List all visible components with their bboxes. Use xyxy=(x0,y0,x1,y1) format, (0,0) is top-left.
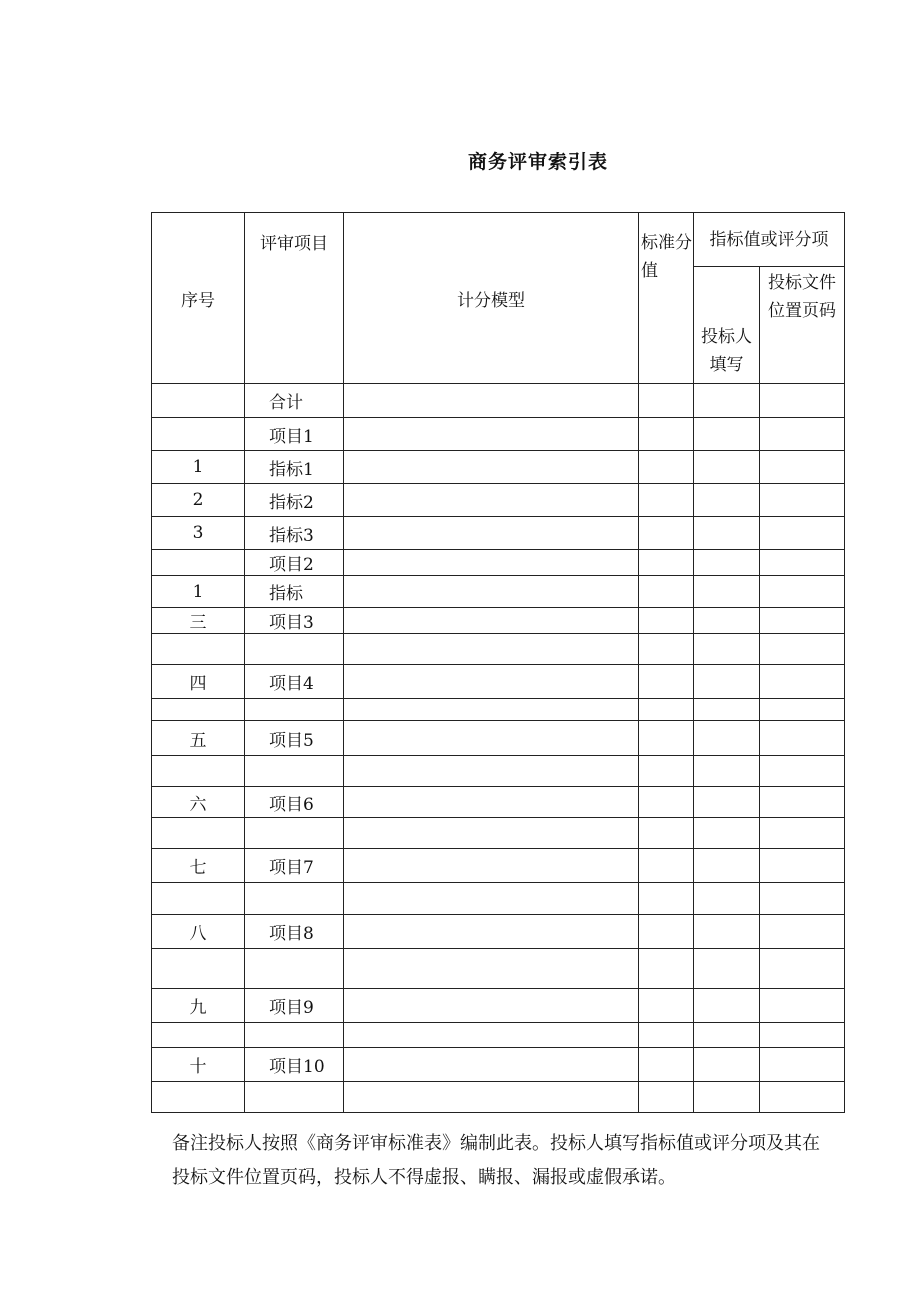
row-page-ref xyxy=(760,484,845,517)
row-page-ref xyxy=(760,721,845,756)
row-page-ref xyxy=(760,634,845,665)
row-bidder xyxy=(694,883,760,915)
row-page-ref xyxy=(760,550,845,576)
row-page-ref xyxy=(760,989,845,1023)
row-seq: 3 xyxy=(152,517,245,550)
page-title: 商务评审索引表 xyxy=(467,151,608,173)
table-row xyxy=(152,384,845,418)
row-standard xyxy=(639,576,694,608)
row-bidder xyxy=(694,699,760,721)
table-row xyxy=(152,451,845,484)
table-row xyxy=(152,883,845,915)
row-standard xyxy=(639,756,694,787)
header-model: 计分模型 xyxy=(344,213,639,384)
table-row xyxy=(152,849,845,883)
header-bidder: 投标人填写 xyxy=(694,267,760,384)
row-bidder xyxy=(694,451,760,484)
row-bidder xyxy=(694,756,760,787)
row-item xyxy=(245,1082,344,1113)
row-seq: 五 xyxy=(152,721,245,756)
row-item: 指标2 xyxy=(245,484,344,517)
row-standard xyxy=(639,634,694,665)
row-item: 项目6 xyxy=(245,787,344,818)
table-row xyxy=(152,699,845,721)
row-model xyxy=(344,1082,639,1113)
table-body xyxy=(152,384,845,1113)
row-standard xyxy=(639,721,694,756)
table-row xyxy=(152,550,845,576)
table-row xyxy=(152,756,845,787)
row-page-ref xyxy=(760,849,845,883)
row-page-ref xyxy=(760,1048,845,1082)
row-seq xyxy=(152,756,245,787)
row-model xyxy=(344,1048,639,1082)
row-bidder xyxy=(694,634,760,665)
row-seq xyxy=(152,1082,245,1113)
row-seq xyxy=(152,1023,245,1048)
row-page-ref xyxy=(760,1082,845,1113)
row-model xyxy=(344,634,639,665)
row-bidder xyxy=(694,550,760,576)
row-bidder xyxy=(694,989,760,1023)
row-standard xyxy=(639,484,694,517)
row-item xyxy=(245,756,344,787)
row-page-ref xyxy=(760,608,845,634)
row-standard xyxy=(639,1048,694,1082)
row-seq xyxy=(152,384,245,418)
row-page-ref xyxy=(760,418,845,451)
row-page-ref xyxy=(760,818,845,849)
table-row xyxy=(152,949,845,989)
row-bidder xyxy=(694,608,760,634)
row-model xyxy=(344,665,639,699)
row-item: 项目7 xyxy=(245,849,344,883)
table-row xyxy=(152,721,845,756)
row-item: 项目8 xyxy=(245,915,344,949)
row-standard xyxy=(639,849,694,883)
row-model xyxy=(344,915,639,949)
row-standard xyxy=(639,949,694,989)
row-page-ref xyxy=(760,451,845,484)
header-item: 评审项目 xyxy=(245,213,344,384)
row-item: 项目9 xyxy=(245,989,344,1023)
table-row xyxy=(152,576,845,608)
row-model xyxy=(344,517,639,550)
row-model xyxy=(344,721,639,756)
row-item xyxy=(245,634,344,665)
table-row xyxy=(152,1048,845,1082)
row-model xyxy=(344,418,639,451)
row-standard xyxy=(639,608,694,634)
row-seq: 八 xyxy=(152,915,245,949)
row-model xyxy=(344,550,639,576)
row-item xyxy=(245,883,344,915)
row-model xyxy=(344,989,639,1023)
row-page-ref xyxy=(760,915,845,949)
table-row xyxy=(152,787,845,818)
row-bidder xyxy=(694,949,760,989)
row-item: 项目2 xyxy=(245,550,344,576)
row-seq: 四 xyxy=(152,665,245,699)
row-item: 指标 xyxy=(245,576,344,608)
row-seq xyxy=(152,883,245,915)
header-group: 指标值或评分项 xyxy=(694,213,845,267)
row-item: 指标3 xyxy=(245,517,344,550)
row-bidder xyxy=(694,1048,760,1082)
row-seq: 十 xyxy=(152,1048,245,1082)
row-bidder xyxy=(694,787,760,818)
row-standard xyxy=(639,665,694,699)
row-seq xyxy=(152,634,245,665)
row-page-ref xyxy=(760,949,845,989)
row-seq xyxy=(152,699,245,721)
row-page-ref xyxy=(760,699,845,721)
row-page-ref xyxy=(760,665,845,699)
row-standard xyxy=(639,699,694,721)
row-page-ref xyxy=(760,576,845,608)
row-standard xyxy=(639,418,694,451)
row-bidder xyxy=(694,484,760,517)
row-model xyxy=(344,608,639,634)
row-standard xyxy=(639,517,694,550)
row-page-ref xyxy=(760,1023,845,1048)
row-seq xyxy=(152,418,245,451)
row-standard xyxy=(639,818,694,849)
row-bidder xyxy=(694,721,760,756)
row-standard xyxy=(639,1023,694,1048)
row-seq: 1 xyxy=(152,576,245,608)
header-standard: 标准分值 xyxy=(639,213,694,384)
row-bidder xyxy=(694,915,760,949)
row-model xyxy=(344,787,639,818)
row-item: 项目5 xyxy=(245,721,344,756)
row-model xyxy=(344,451,639,484)
row-standard xyxy=(639,883,694,915)
row-item: 项目4 xyxy=(245,665,344,699)
row-page-ref xyxy=(760,787,845,818)
row-standard xyxy=(639,787,694,818)
row-model xyxy=(344,576,639,608)
row-bidder xyxy=(694,517,760,550)
table-row xyxy=(152,915,845,949)
table-row xyxy=(152,1023,845,1048)
row-item: 合计 xyxy=(245,384,344,418)
row-bidder xyxy=(694,576,760,608)
row-standard xyxy=(639,1082,694,1113)
row-model xyxy=(344,1023,639,1048)
row-seq: 七 xyxy=(152,849,245,883)
row-model xyxy=(344,849,639,883)
header-page-ref: 投标文件位置页码 xyxy=(760,267,845,384)
row-item xyxy=(245,1023,344,1048)
row-item xyxy=(245,699,344,721)
row-page-ref xyxy=(760,384,845,418)
row-seq: 1 xyxy=(152,451,245,484)
review-index-table xyxy=(151,212,845,1113)
row-item: 项目1 xyxy=(245,418,344,451)
row-seq: 九 xyxy=(152,989,245,1023)
row-model xyxy=(344,949,639,989)
table-row xyxy=(152,418,845,451)
table-row xyxy=(152,818,845,849)
row-seq: 三 xyxy=(152,608,245,634)
row-model xyxy=(344,699,639,721)
row-model xyxy=(344,818,639,849)
table-row xyxy=(152,1082,845,1113)
row-standard xyxy=(639,915,694,949)
row-standard xyxy=(639,384,694,418)
row-item: 项目3 xyxy=(245,608,344,634)
table-row xyxy=(152,608,845,634)
row-bidder xyxy=(694,1082,760,1113)
row-bidder xyxy=(694,818,760,849)
row-item xyxy=(245,818,344,849)
row-item: 项目10 xyxy=(245,1048,344,1082)
row-page-ref xyxy=(760,883,845,915)
table-row xyxy=(152,484,845,517)
note-text: 备注投标人按照《商务评审标准表》编制此表。投标人填写指标值或评分项及其在投标文件位置页码，投标人不得虚报、瞒报、漏报或虚假承诺。 xyxy=(172,1133,820,1188)
row-bidder xyxy=(694,418,760,451)
row-standard xyxy=(639,550,694,576)
row-model xyxy=(344,883,639,915)
header-seq: 序号 xyxy=(152,213,245,384)
row-bidder xyxy=(694,849,760,883)
row-seq: 六 xyxy=(152,787,245,818)
table-row xyxy=(152,989,845,1023)
row-bidder xyxy=(694,665,760,699)
row-standard xyxy=(639,989,694,1023)
row-bidder xyxy=(694,1023,760,1048)
row-model xyxy=(344,484,639,517)
row-model xyxy=(344,384,639,418)
table-row xyxy=(152,517,845,550)
table-row xyxy=(152,665,845,699)
row-seq xyxy=(152,818,245,849)
row-item: 指标1 xyxy=(245,451,344,484)
row-seq xyxy=(152,949,245,989)
row-page-ref xyxy=(760,756,845,787)
row-standard xyxy=(639,451,694,484)
row-model xyxy=(344,756,639,787)
table-row xyxy=(152,634,845,665)
row-seq xyxy=(152,550,245,576)
row-page-ref xyxy=(760,517,845,550)
row-bidder xyxy=(694,384,760,418)
row-item xyxy=(245,949,344,989)
row-seq: 2 xyxy=(152,484,245,517)
